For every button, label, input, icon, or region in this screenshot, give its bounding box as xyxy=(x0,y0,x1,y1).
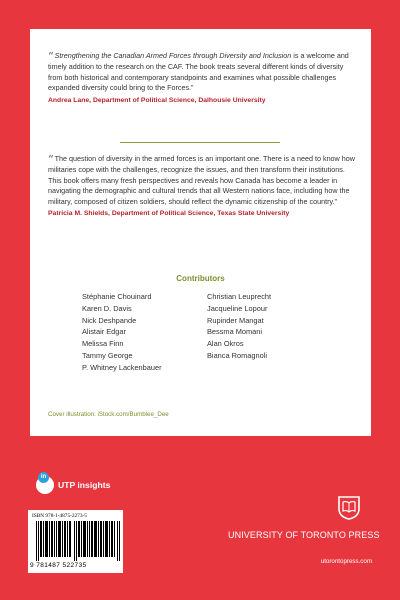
cover-credit: Cover illustration: iStock.com/Bumblee_Dee xyxy=(48,411,169,418)
contributor-name: Alan Okros xyxy=(207,339,244,349)
contributor-name: P. Whitney Lackenbauer xyxy=(82,362,162,372)
contributor-name: Bessma Momani xyxy=(207,327,263,337)
contributor-name: Bianca Romagnoli xyxy=(207,350,267,360)
quote-attribution: Andrea Lane, Department of Political Science, Dalhousie University xyxy=(48,96,266,104)
isbn-label: ISBN 978-1-4875-2273-5 xyxy=(32,513,87,519)
barcode-icon xyxy=(36,521,120,561)
contributors-column-b xyxy=(207,291,271,362)
utp-insights-label: UTP insights xyxy=(58,480,111,490)
quote-open-mark: “ xyxy=(48,153,54,166)
contributor-name: Christian Leuprecht xyxy=(207,292,272,301)
quote-attribution: Patricia M. Shields, Department of Political Science, Texas State University xyxy=(48,210,290,218)
contributor-name: Alistair Edgar xyxy=(82,327,126,337)
quote-body: The question of diversity in the armed forces is an important one. There is a need to know how militaries cope with the challenges, recognize the issues, and then transform their institutions. This book offers many fresh perspectives and reveals how Canada has become a leader in navigating the demographic and cultural trends that all Western nations face, including how the military, composed of citizen soldiers, should reflect the dynamic citizenship of the country.” xyxy=(48,154,355,206)
utp-insights-icon xyxy=(36,476,54,494)
contributor-name: Stéphanie Chouinard xyxy=(82,292,152,301)
contributor-name: Nick Deshpande xyxy=(82,315,137,325)
book-title: Strengthening the Canadian Armed Forces through Diversity and Inclusion xyxy=(54,51,292,60)
contributors-column-a xyxy=(82,291,162,374)
utp-shield-icon xyxy=(338,496,360,520)
divider xyxy=(120,142,280,143)
isbn-barcode xyxy=(28,510,123,573)
publisher-url[interactable]: utorontopress.com xyxy=(320,558,372,565)
contributor-name: Melissa Finn xyxy=(82,339,124,349)
barcode-number: 9 781487 522735 xyxy=(30,562,87,569)
back-cover-panel xyxy=(30,29,371,436)
contributors-heading: Contributors xyxy=(176,274,225,283)
contributor-name: Jacqueline Lopour xyxy=(207,303,268,313)
quote-open-mark: “ xyxy=(48,50,54,63)
publisher-name: UNIVERSITY OF TORONTO PRESS xyxy=(228,530,380,540)
contributor-name: Tammy George xyxy=(82,350,133,360)
utp-insights-badge: in xyxy=(38,472,49,483)
utp-insights-logo xyxy=(36,476,136,498)
endorsement-quote-1 xyxy=(48,51,356,106)
endorsement-quote-2 xyxy=(48,154,356,219)
quote-body: is a welcome and timely addition to the research on the CAF. The book treats several different kinds of diversity from both historical and contemporary standpoints and examines what possible challenges expanded diversity could bring to the Forces.” xyxy=(48,51,349,93)
contributor-name: Rupinder Mangat xyxy=(207,315,264,325)
contributor-name: Karen D. Davis xyxy=(82,303,132,313)
